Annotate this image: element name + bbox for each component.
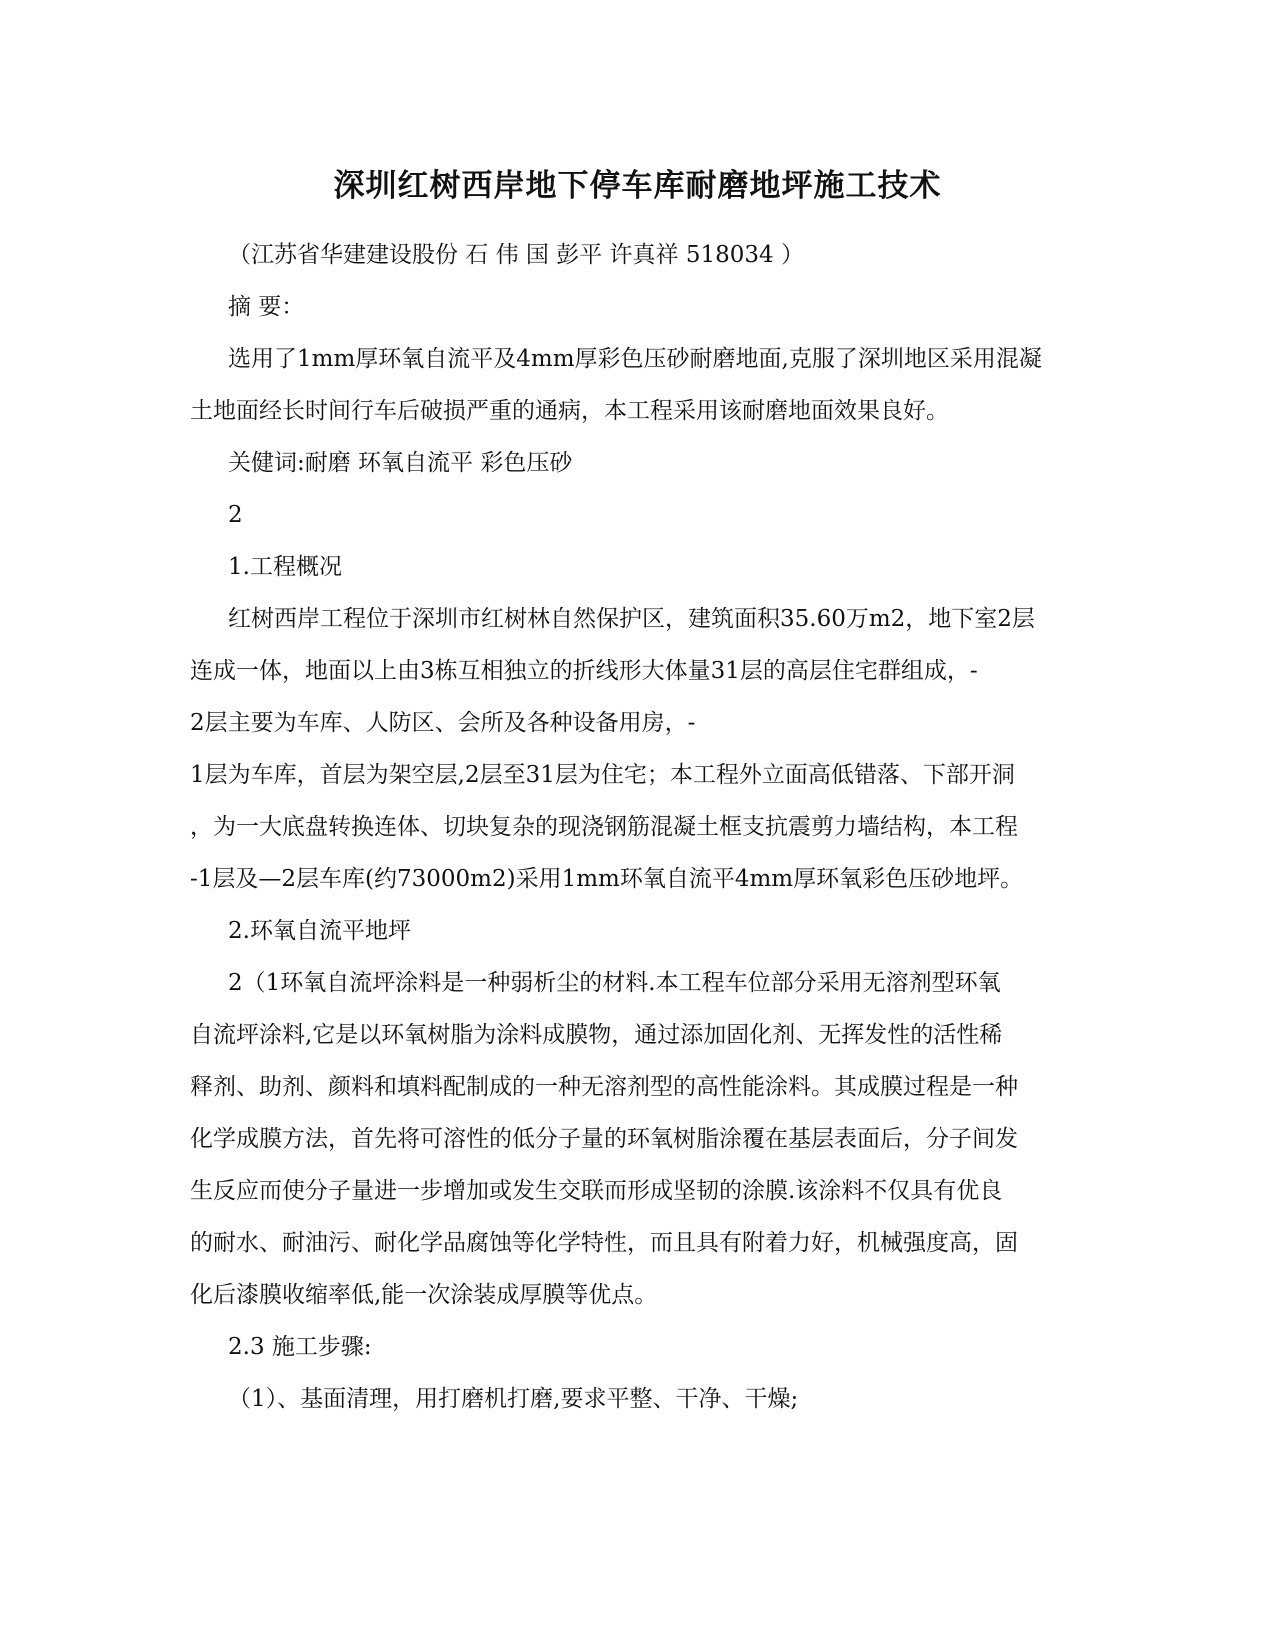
section-1-line: ，为一大底盘转换连体、切块复杂的现浇钢筋混凝土框支抗震剪力墙结构，本工程 <box>190 814 1018 840</box>
abstract-line-2: 土地面经长时间行车后破损严重的通病，本工程采用该耐磨地面效果良好。 <box>190 398 949 424</box>
section-2-line: 化学成膜方法，首先将可溶性的低分子量的环氧树脂涂覆在基层表面后，分子间发 <box>190 1126 1018 1152</box>
abstract-heading: 摘 要： <box>228 294 305 320</box>
section-2-line: 化后漆膜收缩率低,能一次涂装成厚膜等优点。 <box>190 1282 658 1308</box>
abstract-line-1: 选用了1mm厚环氧自流平及4mm厚彩色压砂耐磨地面,克服了深圳地区采用混凝 <box>228 346 1042 372</box>
section-1-heading: 1.工程概况 <box>228 554 342 580</box>
author-line: （江苏省华建建设股份 石 伟 国 彭平 许真祥 518034 ） <box>228 242 804 268</box>
section-2-line: 2（1环氧自流坪涂料是一种弱析尘的材料.本工程车位部分采用无溶剂型环氧 <box>228 970 1001 996</box>
section-1-line: 连成一体，地面以上由3栋互相独立的折线形大体量31层的高层住宅群组成，- <box>190 658 978 684</box>
section-2-heading: 2.环氧自流平地坪 <box>228 918 411 944</box>
section-1-line: -1层及—2层车库(约73000m2)采用1mm环氧自流平4mm厚环氧彩色压砂地坪。 <box>190 866 1024 892</box>
document-title: 深圳红树西岸地下停车库耐磨地坪施工技术 <box>333 168 942 204</box>
step-1-line: （1）、基面清理，用打磨机打磨,要求平整、干净、干燥; <box>228 1386 799 1412</box>
section-1-line: 2层主要为车库、人防区、会所及各种设备用房，- <box>190 710 696 736</box>
section-2-line: 的耐水、耐油污、耐化学品腐蚀等化学特性，而且具有附着力好，机械强度高，固 <box>190 1230 1018 1256</box>
section-2-line: 释剂、助剂、颜料和填料配制成的一种无溶剂型的高性能涂料。其成膜过程是一种 <box>190 1074 1018 1100</box>
section-1-line: 红树西岸工程位于深圳市红树林自然保护区，建筑面积35.60万m2，地下室2层 <box>228 606 1035 632</box>
section-2-line: 自流坪涂料,它是以环氧树脂为涂料成膜物，通过添加固化剂、无挥发性的活性稀 <box>190 1022 1003 1048</box>
section-1-line: 1层为车库，首层为架空层,2层至31层为住宅；本工程外立面高低错落、下部开洞 <box>190 762 1015 788</box>
section-2-3-heading: 2.3 施工步骤: <box>228 1334 372 1360</box>
page-marker: 2 <box>228 502 243 528</box>
section-2-line: 生反应而使分子量进一步增加或发生交联而形成坚韧的涂膜.该涂料不仅具有优良 <box>190 1178 1003 1204</box>
keywords-line: 关健词:耐磨 环氧自流平 彩色压砂 <box>228 450 573 476</box>
